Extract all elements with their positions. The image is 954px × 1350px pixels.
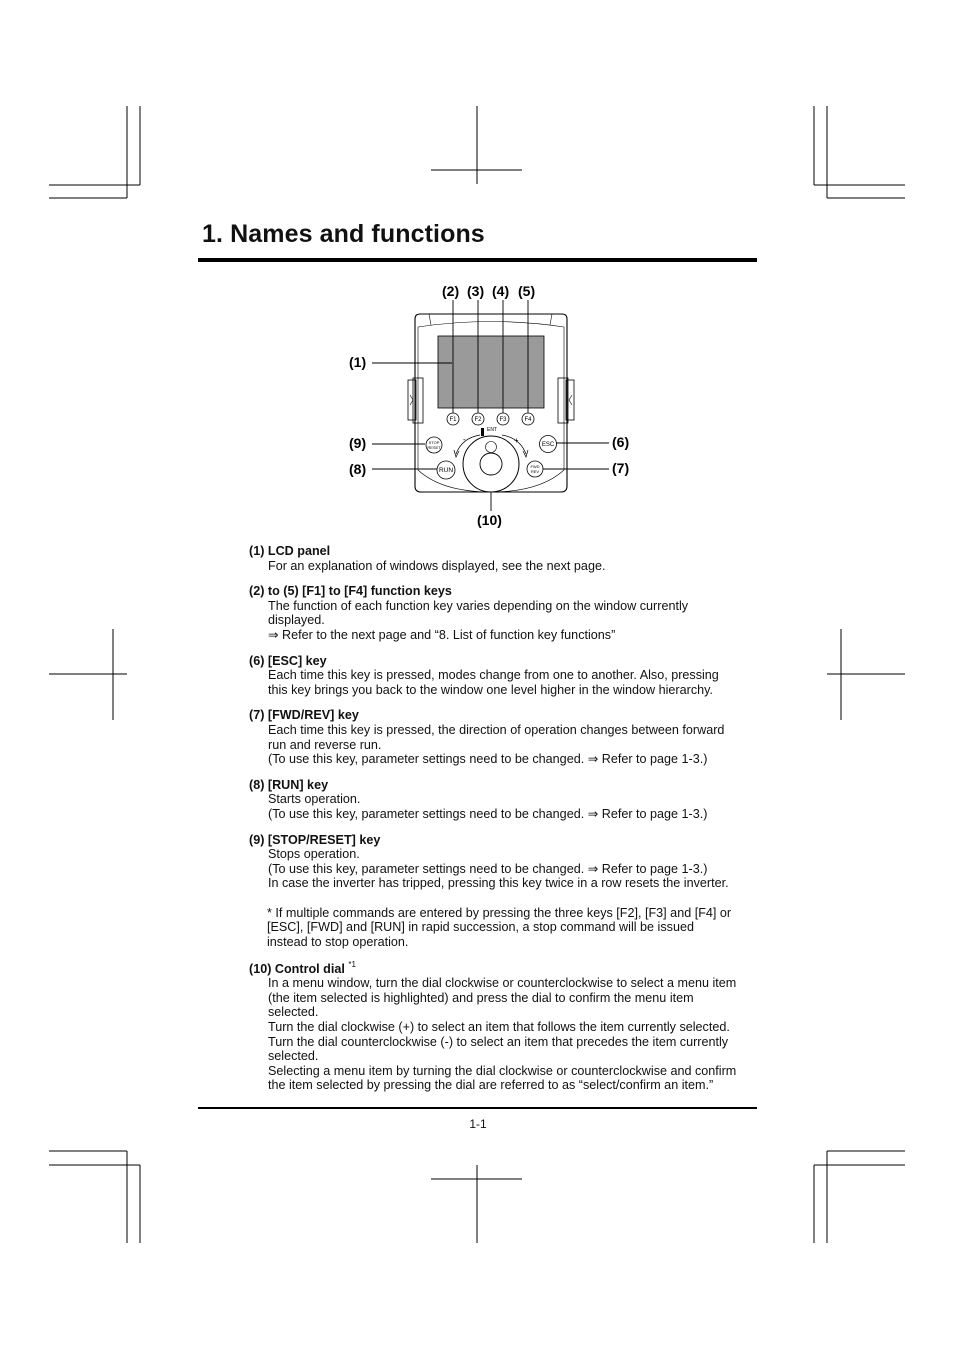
item-title: (8) [RUN] key [249, 777, 329, 792]
item-line: Starts operation. [268, 792, 361, 807]
callout-4: (4) [492, 283, 510, 299]
item-control-dial [249, 959, 759, 1093]
descriptions [249, 544, 759, 1104]
callout-5: (5) [518, 283, 536, 299]
item-line: The function of each function key varies depending on the window currently [268, 598, 689, 613]
stop-key-label: STOP [428, 440, 440, 445]
multiple-commands-note [249, 902, 759, 950]
dial-minus-label: - [463, 435, 466, 444]
item-stop-reset-key [249, 833, 759, 891]
control-dial[interactable] [463, 436, 519, 492]
page-number: 1-1 [469, 1117, 487, 1131]
callout-2: (2) [442, 283, 460, 299]
item-line: In a menu window, turn the dial clockwise or counterclockwise to select a menu item [268, 976, 737, 991]
item-line: (To use this key, parameter settings need to be changed. ⇒ Refer to page 1-3.) [268, 861, 708, 876]
item-line: Stops operation. [268, 847, 360, 862]
item-line: In case the inverter has tripped, pressing this key twice in a row resets the inverter. [268, 876, 729, 891]
footer-rule [198, 1107, 757, 1109]
item-line: displayed. [268, 613, 325, 628]
dial-plus-label: + [514, 436, 519, 445]
item-title: (1) LCD panel [249, 544, 331, 558]
dial-title: (10) Control dial [249, 961, 345, 976]
title-rule [198, 258, 757, 262]
run-key-label: RUN [438, 467, 454, 474]
item-line: Selecting a menu item by turning the dial clockwise or counterclockwise and confirm [268, 1063, 737, 1078]
callout-6: (6) [612, 434, 630, 450]
rev-key-label: REV [530, 469, 540, 474]
item-title: (9) [STOP/RESET] key [249, 832, 381, 847]
item-line: For an explanation of windows displayed, see the next page. [268, 558, 606, 573]
ent-marker [481, 428, 484, 436]
item-title: (6) [ESC] key [249, 653, 327, 668]
note-line: [ESC], [FWD] and [RUN] in rapid succession, a stop command will be issued [267, 920, 694, 935]
callout-10: (10) [477, 512, 502, 528]
esc-key-label: ESC [541, 442, 555, 448]
reset-key-label: RESET [427, 445, 441, 450]
item-esc-key [249, 654, 759, 698]
item-line: selected. [268, 1049, 319, 1064]
item-line: Each time this key is pressed, modes change from one to another. Also, pressing [268, 668, 719, 683]
item-line: Each time this key is pressed, the direction of operation changes between forward [268, 722, 725, 737]
item-run-key [249, 778, 759, 822]
item-fwd-rev-key [249, 708, 759, 766]
note-line: * If multiple commands are entered by pressing the three keys [F2], [F3] and [F4] or [267, 905, 732, 920]
item-line: this key brings you back to the window one level higher in the window hierarchy. [268, 682, 713, 697]
callout-3: (3) [467, 283, 485, 299]
item-title: (2) to (5) [F1] to [F4] function keys [249, 584, 452, 599]
callout-9: (9) [349, 435, 367, 451]
callout-7: (7) [612, 460, 630, 476]
item-function-keys [249, 584, 759, 642]
item-line: the item selected by pressing the dial are referred to as “select/confirm an item.” [268, 1078, 714, 1093]
item-line: run and reverse run. [268, 737, 382, 752]
page-title: 1. Names and functions [202, 220, 485, 248]
f3-key-label: F3 [499, 417, 507, 423]
item-line: Turn the dial counterclockwise (-) to select an item that precedes the item currently [268, 1034, 729, 1049]
item-line: (To use this key, parameter settings need to be changed. ⇒ Refer to page 1-3.) [268, 806, 708, 821]
item-title: (7) [FWD/REV] key [249, 708, 359, 723]
callout-1: (1) [349, 354, 367, 370]
item-line: (To use this key, parameter settings need to be changed. ⇒ Refer to page 1-3.) [268, 752, 708, 767]
f1-key-label: F1 [449, 417, 457, 423]
note-line: instead to stop operation. [267, 935, 409, 950]
callout-8: (8) [349, 461, 367, 477]
f2-key-label: F2 [474, 417, 482, 423]
ent-label: ENT [487, 427, 497, 433]
keypad-diagram [340, 280, 640, 535]
f4-key-label: F4 [524, 417, 532, 423]
item-title [249, 959, 759, 977]
item-line: ⇒ Refer to the next page and “8. List of function key functions” [268, 627, 616, 642]
item-line: (the item selected is highlighted) and press the dial to confirm the menu item [268, 990, 694, 1005]
item-line: selected. [268, 1005, 319, 1020]
item-line: Turn the dial clockwise (+) to select an item that follows the item currently selected. [268, 1020, 730, 1035]
footnote-marker: *1 [348, 959, 356, 969]
fwd-key-label: FWD [530, 464, 540, 469]
item-lcd-panel [249, 544, 759, 573]
